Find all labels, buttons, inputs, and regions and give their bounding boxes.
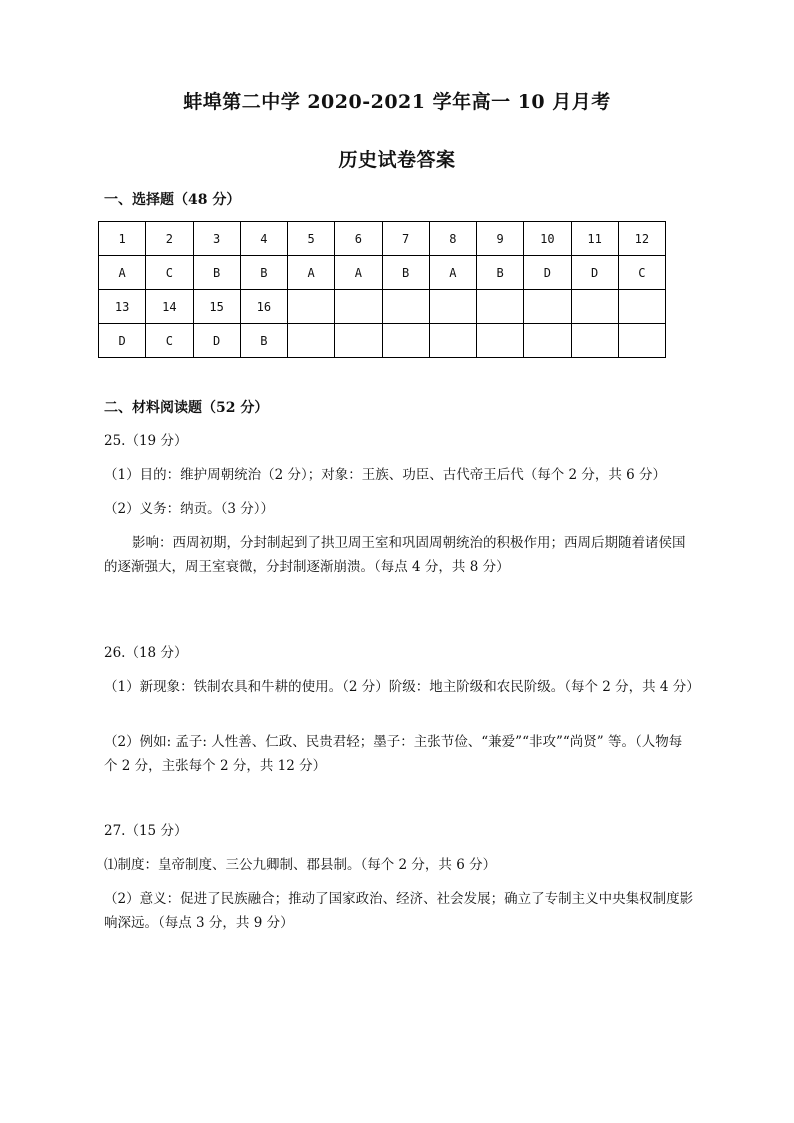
table-cell bbox=[618, 324, 665, 358]
table-cell bbox=[571, 324, 618, 358]
table-cell: A bbox=[288, 256, 335, 290]
table-cell: D bbox=[99, 324, 146, 358]
table-cell: B bbox=[240, 256, 287, 290]
q27-label: 27.（15 分） bbox=[104, 823, 188, 839]
q25-answer-2: （2）义务：纳贡。（3 分）） bbox=[104, 501, 274, 517]
q27-answer-2: （2）意义：促进了民族融合；推动了国家政治、经济、社会发展；确立了专制主义中央集权制度影响深远。（每点 3 分，共 9 分） bbox=[104, 891, 694, 931]
table-cell: 3 bbox=[193, 222, 240, 256]
table-cell bbox=[477, 324, 524, 358]
table-cell: C bbox=[618, 256, 665, 290]
table-cell bbox=[382, 324, 429, 358]
table-cell: B bbox=[240, 324, 287, 358]
q25-answer-3: 影响：西周初期，分封制起到了拱卫周王室和巩固周朝统治的积极作用；西周后期随着诸侯国的逐渐强大，周王室衰微，分封制逐渐崩溃。（每点 4 分，共 8 分） bbox=[104, 535, 686, 575]
table-cell bbox=[618, 290, 665, 324]
table-cell: 5 bbox=[288, 222, 335, 256]
section-heading-reading: 二、材料阅读题（52 分） bbox=[104, 400, 269, 416]
table-cell: 15 bbox=[193, 290, 240, 324]
q26-answer-1: （1）新现象：铁制农具和牛耕的使用。（2 分）阶级：地主阶级和农民阶级。（每个 2 分，共 4 分） bbox=[104, 679, 700, 695]
table-cell: A bbox=[99, 256, 146, 290]
table-cell: 1 bbox=[99, 222, 146, 256]
table-cell: 9 bbox=[477, 222, 524, 256]
q26-label: 26.（18 分） bbox=[104, 645, 188, 661]
table-cell: 16 bbox=[240, 290, 287, 324]
table-cell: 2 bbox=[146, 222, 193, 256]
exam-title: 蚌埠第二中学 2020-2021 学年高一 10 月月考 bbox=[183, 91, 611, 113]
table-cell bbox=[477, 290, 524, 324]
table-cell: A bbox=[429, 256, 476, 290]
table-cell: 7 bbox=[382, 222, 429, 256]
table-row bbox=[99, 222, 666, 256]
table-cell: 4 bbox=[240, 222, 287, 256]
q25-label: 25.（19 分） bbox=[104, 433, 188, 449]
q26-answer-2: （2）例如: 孟子: 人性善、仁政、民贵君轻；墨子：主张节俭、“兼爱”“非攻”“尚贤” 等。（人物每个 2 分，主张每个 2 分，共 12 分） bbox=[104, 734, 683, 774]
table-cell: 13 bbox=[99, 290, 146, 324]
table-cell: 10 bbox=[524, 222, 571, 256]
table-cell: C bbox=[146, 324, 193, 358]
table-cell: B bbox=[193, 256, 240, 290]
q25-answer-1: （1）目的：维护周朝统治（2 分）；对象：王族、功臣、古代帝王后代（每个 2 分，共 6 分） bbox=[104, 467, 667, 483]
table-cell bbox=[429, 324, 476, 358]
table-cell: 12 bbox=[618, 222, 665, 256]
table-cell bbox=[288, 290, 335, 324]
table-row bbox=[99, 290, 666, 324]
table-cell bbox=[335, 290, 382, 324]
table-cell: 8 bbox=[429, 222, 476, 256]
exam-subtitle: 历史试卷答案 bbox=[338, 149, 456, 171]
table-row bbox=[99, 324, 666, 358]
table-cell bbox=[288, 324, 335, 358]
table-cell: 14 bbox=[146, 290, 193, 324]
table-cell bbox=[335, 324, 382, 358]
section-heading-choice: 一、选择题（48 分） bbox=[104, 192, 241, 208]
table-cell: B bbox=[382, 256, 429, 290]
table-cell bbox=[382, 290, 429, 324]
table-cell: A bbox=[335, 256, 382, 290]
table-cell: D bbox=[571, 256, 618, 290]
table-cell bbox=[571, 290, 618, 324]
table-cell bbox=[524, 324, 571, 358]
table-cell bbox=[524, 290, 571, 324]
table-cell: D bbox=[524, 256, 571, 290]
table-cell: 6 bbox=[335, 222, 382, 256]
table-cell bbox=[429, 290, 476, 324]
table-row bbox=[99, 256, 666, 290]
table-cell: B bbox=[477, 256, 524, 290]
answer-table bbox=[98, 221, 666, 358]
table-cell: 11 bbox=[571, 222, 618, 256]
table-cell: D bbox=[193, 324, 240, 358]
table-cell: C bbox=[146, 256, 193, 290]
q27-answer-1: ⑴制度：皇帝制度、三公九卿制、郡县制。（每个 2 分，共 6 分） bbox=[104, 857, 497, 873]
